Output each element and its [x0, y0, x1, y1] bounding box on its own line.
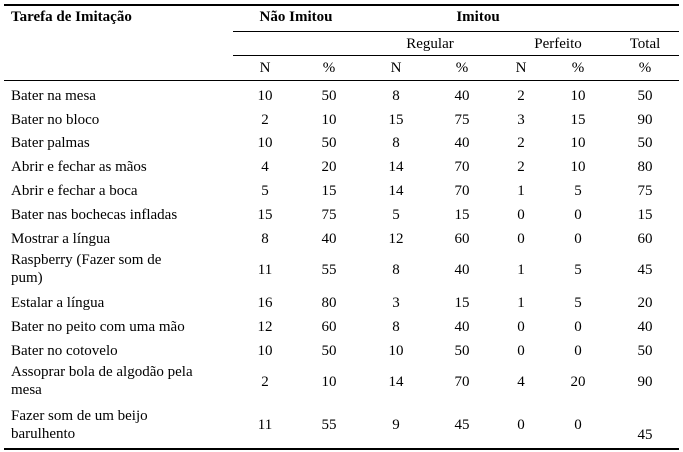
- header-not-imitated: Não Imitou: [259, 9, 333, 25]
- cell-pct-regular: 15: [454, 295, 470, 311]
- cell-pct-total: 50: [637, 343, 653, 359]
- cell-n-perfect: 1: [517, 183, 525, 199]
- cell-pct-not: 40: [321, 231, 337, 247]
- row-task: Estalar a língua: [11, 295, 105, 311]
- cell-pct-perfect: 5: [574, 295, 582, 311]
- cell-pct-total: 15: [637, 207, 653, 223]
- row-task: Bater palmas: [11, 135, 90, 151]
- cell-pct-not: 50: [321, 88, 337, 104]
- row-task: Mostrar a língua: [11, 231, 111, 247]
- cell-pct-total: 45: [637, 427, 653, 443]
- col-n-regular: N: [390, 60, 402, 76]
- cell-pct-perfect: 0: [574, 343, 582, 359]
- cell-pct-total: 80: [637, 159, 653, 175]
- header-regular: Regular: [406, 36, 454, 52]
- col-pct-total: %: [638, 60, 652, 76]
- cell-n-not: 10: [257, 135, 273, 151]
- cell-pct-total: 40: [637, 319, 653, 335]
- col-n-not: N: [259, 60, 271, 76]
- cell-pct-not: 10: [321, 112, 337, 128]
- cell-n-regular: 14: [388, 183, 404, 199]
- cell-pct-regular: 40: [454, 319, 470, 335]
- row-task-continued: pum): [11, 270, 43, 286]
- row-task-continued: mesa: [11, 382, 42, 398]
- cell-pct-not: 50: [321, 135, 337, 151]
- cell-pct-perfect: 0: [574, 319, 582, 335]
- cell-pct-perfect: 20: [570, 374, 586, 390]
- cell-n-regular: 15: [388, 112, 404, 128]
- cell-n-perfect: 0: [517, 343, 525, 359]
- row-task: Bater no bloco: [11, 112, 100, 128]
- cell-pct-total: 90: [637, 112, 653, 128]
- cell-n-perfect: 2: [517, 135, 525, 151]
- cell-pct-perfect: 10: [570, 88, 586, 104]
- cell-pct-not: 20: [321, 159, 337, 175]
- cell-pct-total: 20: [637, 295, 653, 311]
- row-task: Bater no cotovelo: [11, 343, 118, 359]
- col-pct-regular: %: [455, 60, 469, 76]
- cell-pct-regular: 75: [454, 112, 470, 128]
- header-perfect: Perfeito: [534, 36, 582, 52]
- header-task: Tarefa de Imitação: [11, 9, 132, 25]
- row-task: Bater na mesa: [11, 88, 96, 104]
- col-pct-not: %: [322, 60, 336, 76]
- cell-pct-regular: 70: [454, 374, 470, 390]
- cell-n-not: 11: [257, 417, 273, 433]
- cell-n-not: 5: [261, 183, 269, 199]
- cell-pct-regular: 40: [454, 262, 470, 278]
- cell-pct-perfect: 0: [574, 231, 582, 247]
- cell-pct-regular: 60: [454, 231, 470, 247]
- cell-pct-total: 50: [637, 88, 653, 104]
- bottom-rule: [4, 448, 679, 450]
- cell-pct-regular: 50: [454, 343, 470, 359]
- cell-n-not: 2: [261, 374, 269, 390]
- cell-n-regular: 9: [392, 417, 400, 433]
- subgroup-underline: [233, 55, 679, 56]
- cell-pct-regular: 45: [454, 417, 470, 433]
- cell-pct-regular: 70: [454, 159, 470, 175]
- cell-n-not: 15: [257, 207, 273, 223]
- cell-pct-not: 55: [321, 417, 337, 433]
- cell-n-regular: 14: [388, 159, 404, 175]
- cell-pct-regular: 40: [454, 135, 470, 151]
- cell-pct-total: 50: [637, 135, 653, 151]
- header-imitated: Imitou: [456, 9, 500, 25]
- cell-n-regular: 3: [392, 295, 400, 311]
- cell-pct-perfect: 10: [570, 135, 586, 151]
- cell-pct-total: 60: [637, 231, 653, 247]
- cell-pct-perfect: 0: [574, 417, 582, 433]
- cell-n-not: 12: [257, 319, 273, 335]
- row-task: Abrir e fechar a boca: [11, 183, 138, 199]
- cell-pct-perfect: 15: [570, 112, 586, 128]
- cell-n-perfect: 0: [517, 417, 525, 433]
- header-total: Total: [629, 36, 661, 52]
- cell-pct-not: 80: [321, 295, 337, 311]
- cell-n-regular: 12: [388, 231, 404, 247]
- cell-pct-perfect: 0: [574, 207, 582, 223]
- cell-pct-not: 50: [321, 343, 337, 359]
- row-task: Raspberry (Fazer som de: [11, 252, 162, 268]
- cell-n-not: 8: [261, 231, 269, 247]
- cell-n-regular: 14: [388, 374, 404, 390]
- row-task: Bater no peito com uma mão: [11, 319, 185, 335]
- cell-n-not: 10: [257, 88, 273, 104]
- cell-pct-total: 45: [637, 262, 653, 278]
- cell-pct-total: 90: [637, 374, 653, 390]
- cell-n-regular: 8: [392, 88, 400, 104]
- cell-n-regular: 8: [392, 262, 400, 278]
- cell-n-perfect: 0: [517, 207, 525, 223]
- cell-n-perfect: 0: [517, 231, 525, 247]
- cell-n-not: 10: [257, 343, 273, 359]
- cell-n-regular: 8: [392, 319, 400, 335]
- col-pct-perfect: %: [571, 60, 585, 76]
- cell-n-perfect: 1: [517, 295, 525, 311]
- cell-pct-not: 55: [321, 262, 337, 278]
- cell-n-regular: 5: [392, 207, 400, 223]
- header-bottom-rule: [4, 80, 679, 81]
- cell-n-perfect: 4: [517, 374, 525, 390]
- row-task: Bater nas bochecas infladas: [11, 207, 178, 223]
- cell-pct-not: 60: [321, 319, 337, 335]
- imitou-underline: [233, 31, 679, 32]
- row-task: Assoprar bola de algodão pela: [11, 364, 193, 380]
- cell-pct-not: 10: [321, 374, 337, 390]
- cell-n-perfect: 3: [517, 112, 525, 128]
- cell-pct-perfect: 5: [574, 262, 582, 278]
- cell-pct-regular: 70: [454, 183, 470, 199]
- cell-n-not: 2: [261, 112, 269, 128]
- cell-pct-regular: 40: [454, 88, 470, 104]
- cell-pct-total: 75: [637, 183, 653, 199]
- cell-n-perfect: 1: [517, 262, 525, 278]
- cell-n-not: 4: [261, 159, 269, 175]
- cell-n-regular: 10: [388, 343, 404, 359]
- col-n-perfect: N: [515, 60, 527, 76]
- row-task: Abrir e fechar as mãos: [11, 159, 147, 175]
- row-task-continued: barulhento: [11, 426, 76, 442]
- top-rule: [4, 4, 679, 6]
- cell-pct-regular: 15: [454, 207, 470, 223]
- cell-n-perfect: 0: [517, 319, 525, 335]
- cell-n-regular: 8: [392, 135, 400, 151]
- cell-n-perfect: 2: [517, 88, 525, 104]
- cell-n-not: 16: [257, 295, 273, 311]
- cell-n-perfect: 2: [517, 159, 525, 175]
- cell-pct-perfect: 5: [574, 183, 582, 199]
- cell-pct-not: 15: [321, 183, 337, 199]
- cell-pct-perfect: 10: [570, 159, 586, 175]
- cell-n-not: 11: [257, 262, 273, 278]
- row-task: Fazer som de um beijo: [11, 408, 148, 424]
- cell-pct-not: 75: [321, 207, 337, 223]
